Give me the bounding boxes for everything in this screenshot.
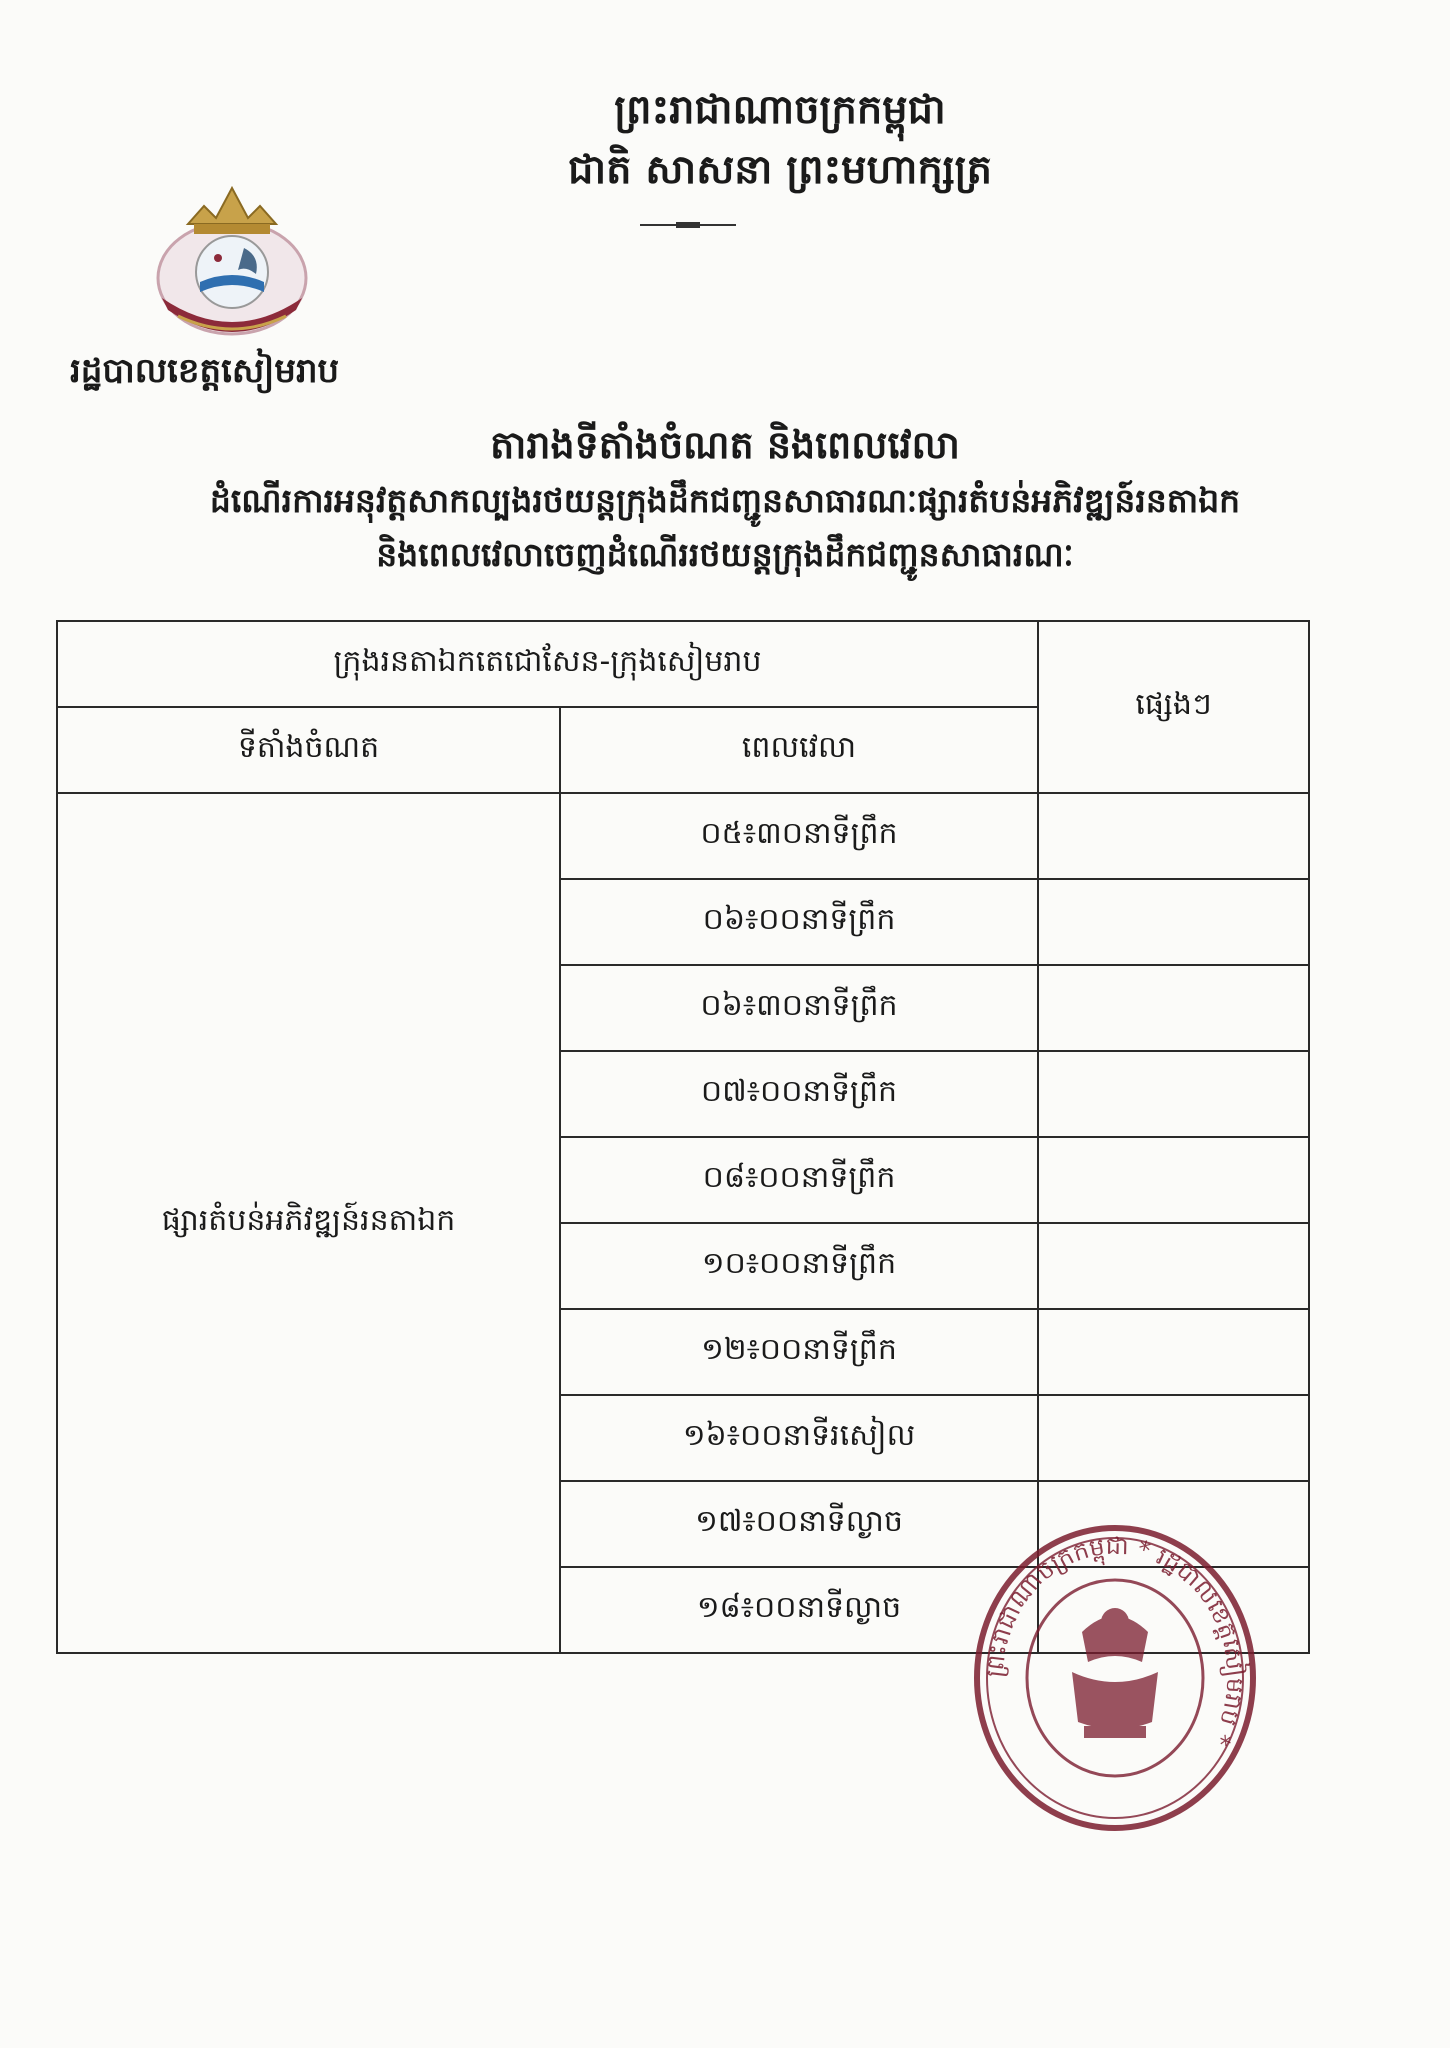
time-cell: ១២៖០០នាទីព្រឹក bbox=[560, 1309, 1038, 1395]
table-header-row bbox=[57, 621, 1309, 707]
time-cell: ១០៖០០នាទីព្រឹក bbox=[560, 1223, 1038, 1309]
time-cell: ០៧៖០០នាទីព្រឹក bbox=[560, 1051, 1038, 1137]
kingdom-line-2: ជាតិ សាសនា ព្រះមហាក្សត្រ bbox=[568, 146, 992, 193]
office-name: រដ្ឋបាលខេត្តសៀមរាប bbox=[70, 351, 340, 391]
table-row bbox=[57, 793, 1309, 879]
note-cell bbox=[1038, 1137, 1309, 1223]
time-cell: ០៨៖០០នាទីព្រឹក bbox=[560, 1137, 1038, 1223]
provincial-emblem-icon bbox=[148, 178, 316, 346]
time-cell: ១៧៖០០នាទីល្ងាច bbox=[560, 1481, 1038, 1567]
note-cell bbox=[1038, 1223, 1309, 1309]
title-main: តារាងទីតាំងចំណត និងពេលវេលា bbox=[490, 422, 960, 467]
kingdom-header bbox=[430, 80, 1130, 200]
location-header: ទីតាំងចំណត bbox=[57, 707, 560, 793]
note-cell bbox=[1038, 1051, 1309, 1137]
title-sub-line-2: និងពេលវេលាចេញដំណើររថយន្តក្រុងដឹកជញ្ជូនសាធារណៈ bbox=[376, 535, 1074, 574]
note-cell bbox=[1038, 879, 1309, 965]
note-cell bbox=[1038, 1395, 1309, 1481]
time-cell: ១៨៖០០នាទីល្ងាច bbox=[560, 1567, 1038, 1653]
document-title bbox=[60, 416, 1390, 582]
title-sub-line-1: ដំណើរការអនុវត្តសាកល្បងរថយន្តក្រុងដឹកជញ្ជូនសាធារណៈផ្សារតំបន់អភិវឌ្ឍន៍រនតាឯក bbox=[209, 481, 1241, 520]
kingdom-line-1: ព្រះរាជាណាចក្រកម្ពុជា bbox=[614, 86, 946, 133]
time-cell: ០៦៖៣០នាទីព្រឹក bbox=[560, 965, 1038, 1051]
seal-text: ព្រះរាជាណាចក្រកម្ពុជា * រដ្ឋបាលខេត្តសៀមរាប * bbox=[980, 1531, 1251, 1751]
note-cell bbox=[1038, 793, 1309, 879]
note-cell bbox=[1038, 965, 1309, 1051]
header-ornament bbox=[640, 222, 736, 228]
official-seal-icon bbox=[972, 1522, 1258, 1834]
time-cell: ០៦៖០០នាទីព្រឹក bbox=[560, 879, 1038, 965]
route-header: ក្រុងរនតាឯកតេជោសែន-ក្រុងសៀមរាប bbox=[57, 621, 1038, 707]
other-header: ផ្សេងៗ bbox=[1038, 621, 1309, 793]
time-cell: ១៦៖០០នាទីរសៀល bbox=[560, 1395, 1038, 1481]
time-header: ពេលវេលា bbox=[560, 707, 1038, 793]
schedule-table bbox=[56, 620, 1310, 1654]
location-cell: ផ្សារតំបន់អភិវឌ្ឍន៍រនតាឯក bbox=[57, 793, 560, 1653]
note-cell bbox=[1038, 1309, 1309, 1395]
time-cell: ០៥៖៣០នាទីព្រឹក bbox=[560, 793, 1038, 879]
